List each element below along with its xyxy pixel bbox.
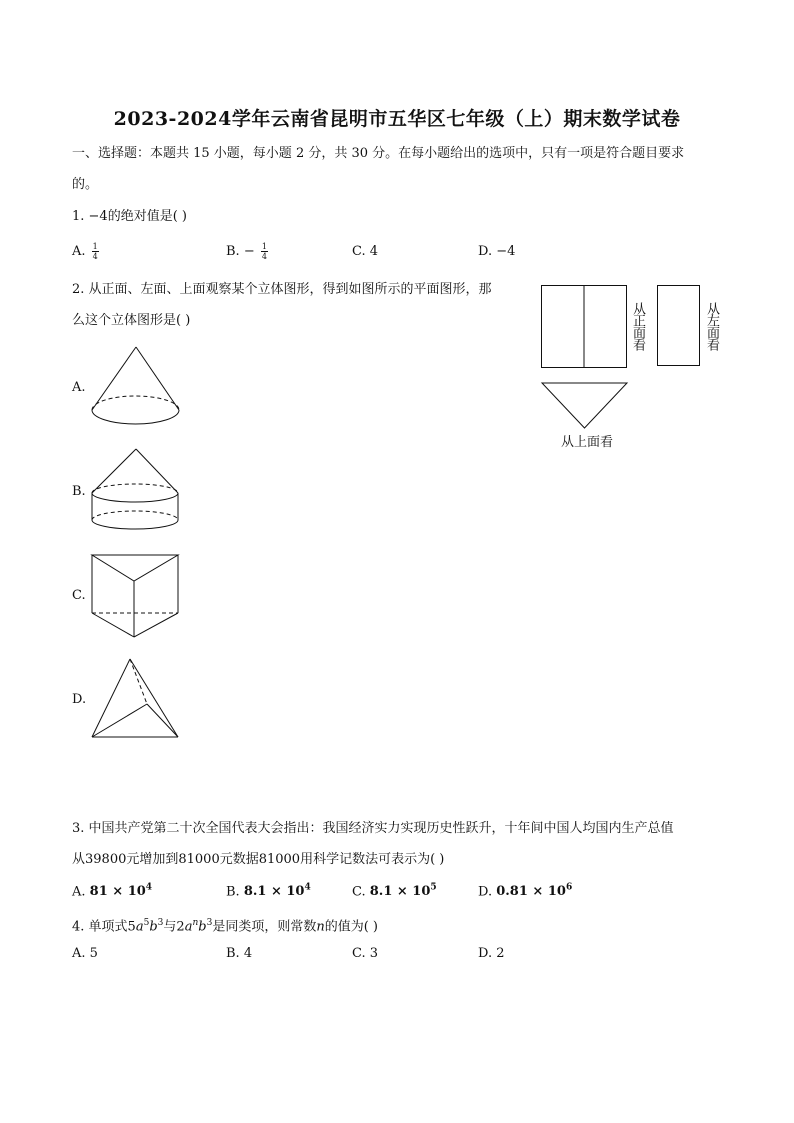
monomial-1-exp-a: 5 [143,918,150,928]
question-3-option-c [352,883,437,899]
monomial-2-exp-a: n [192,918,199,928]
monomial-2-var-a: a [184,919,193,935]
option-b-label: B. [226,884,244,900]
question-3-stem-line1: 3. 中国共产党第二十次全国代表大会指出：我国经济实力实现历史性跃升，十年间中国人均国内生产总值 [72,821,674,836]
question-4-connector: 与 [163,919,177,935]
option-c-exponent: 5 [430,883,437,893]
question-1-option-b [226,242,268,261]
option-d-label: D. [478,884,497,900]
monomial-2-exp-b: 3 [206,918,213,928]
top-view-figure [541,382,629,430]
question-1-option-a [72,242,99,261]
option-a-value: 81 × 10 [89,884,146,900]
front-view-label: 从正面看 [630,302,645,350]
fraction [261,242,268,261]
fraction-numerator: 1 [92,242,98,251]
monomial-2-var-b: b [198,919,207,935]
question-4-option-a: A. 5 [72,946,98,961]
question-4-option-b: B. 4 [226,946,253,961]
question-4-tail: 的值为( ) [324,919,378,935]
page-title: 2023-2024学年云南省昆明市五华区七年级（上）期末数学试卷 [113,108,681,130]
tetrahedron-figure [90,657,182,741]
question-2-option-d-label: D. [72,692,87,707]
left-view-label: 从左面看 [704,302,719,350]
question-1-option-d: D. −4 [478,244,516,259]
fraction-numerator: 1 [261,242,267,251]
option-d-value: 0.81 × 10 [496,884,566,900]
question-2-option-c-label: C. [72,588,86,603]
monomial-1-coefficient: 5 [127,919,136,935]
fraction-denominator: 4 [261,252,267,261]
option-a-exponent: 4 [145,883,153,893]
question-4-stem [72,914,378,936]
question-3-option-a [72,883,152,899]
question-1-option-c: C. 4 [352,244,379,259]
question-2-option-a-label: A. [72,380,86,395]
triangular-prism-figure [90,553,182,639]
question-3-option-b [226,883,311,899]
option-a-label: A. [72,244,86,259]
question-4-prefix: 4. 单项式 [72,919,128,935]
question-3-option-d [478,883,572,899]
front-view-figure [541,285,627,369]
monomial-1-exp-b: 3 [157,918,164,928]
cone-figure [90,346,185,428]
option-c-value: 8.1 × 10 [369,884,431,900]
section-heading-line1: 一、选择题：本题共 15 小题，每小题 2 分，共 30 分。在每小题给出的选项中，只有一项是符合题目要求 [72,146,685,161]
left-view-figure [657,285,701,367]
option-a-label: A. [72,884,90,900]
question-2-stem-line2: 么这个立体图形是( ) [72,313,191,328]
option-c-label: C. [352,884,370,900]
question-4-suffix: 是同类项，则常数 [212,919,317,935]
question-2-stem-line1: 2. 从正面、左面、上面观察某个立体图形，得到如图所示的平面图形，那 [72,282,492,297]
monomial-1-var-b: b [149,919,158,935]
fraction-denominator: 4 [92,252,98,261]
variable-n: n [316,919,325,935]
option-b-exponent: 4 [304,883,311,893]
question-2-option-b-label: B. [72,484,86,499]
option-d-exponent: 6 [565,883,573,893]
fraction [92,242,99,261]
option-b-label: B. − [226,244,255,259]
top-view-label: 从上面看 [561,435,614,450]
cone-on-cylinder-figure [90,448,185,532]
question-4-option-c: C. 3 [352,946,379,961]
question-4-option-d: D. 2 [478,946,505,961]
question-3-stem-line2: 从39800元增加到81000元数据81000用科学记数法可表示为( ) [72,852,445,867]
section-heading-line2: 的。 [72,177,99,192]
option-b-value: 8.1 × 10 [243,884,305,900]
monomial-1-var-a: a [135,919,144,935]
monomial-2-coefficient: 2 [176,919,185,935]
question-1-stem: 1. −4的绝对值是( ) [72,209,187,224]
